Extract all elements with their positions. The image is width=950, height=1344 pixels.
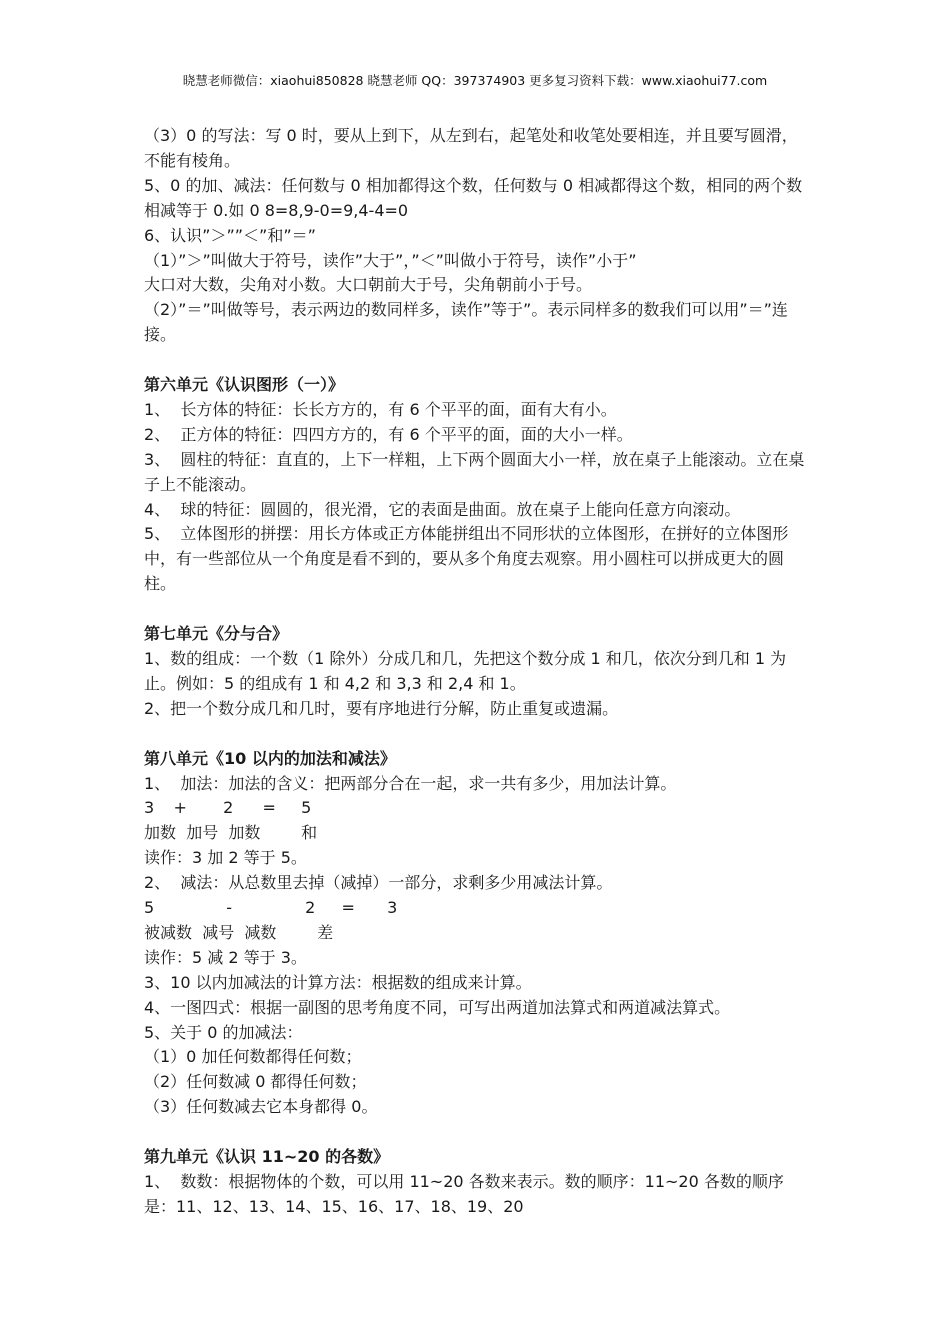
section-title-unit7: 第七单元《分与合》: [144, 624, 289, 644]
addition-term-names: 加数 加号 加数 和: [144, 823, 318, 843]
list-item: 1、 数数：根据物体的个数，可以用 11~20 各数来表示。数的顺序：11~20 各数的顺序是：11、12、13、14、15、16、17、18、19、20: [144, 1172, 784, 1216]
section-title-unit9: 第九单元《认识 11~20 的各数》: [144, 1147, 390, 1167]
list-item: （2）任何数减 0 都得任何数；: [144, 1072, 367, 1092]
section-title-unit6: 第六单元《认识图形（一）》: [144, 375, 345, 395]
list-item: 2、 正方体的特征：四四方方的，有 6 个平平的面，面的大小一样。: [144, 424, 633, 444]
list-item: 1、 加法：加法的含义：把两部分合在一起，求一共有多少，用加法计算。: [144, 773, 677, 793]
page-header: 晓慧老师微信：xiaohui850828 晓慧老师 QQ：397374903 更多复习资料下载：www.xiaohui77.com: [182, 73, 768, 88]
section-title-unit8: 第八单元《10 以内的加法和减法》: [144, 748, 396, 768]
list-item: 5、关于 0 的加减法：: [144, 1022, 303, 1042]
list-item: 3、 圆柱的特征：直直的，上下一样粗，上下两个圆面大小一样，放在桌子上能滚动。立在桌子上不能滚动。: [144, 449, 805, 494]
list-item: 4、 球的特征：圆圆的，很光滑，它的表面是曲面。放在桌子上能向任意方向滚动。: [144, 499, 741, 519]
list-item: 5、 立体图形的拼摆：用长方体或正方体能拼组出不同形状的立体图形，在拼好的立体图形中，有一些部位从一个角度是看不到的，要从多个角度去观察。用小圆柱可以拼成更大的圆柱。: [144, 524, 789, 594]
paragraph: 5、0 的加、减法：任何数与 0 相加都得这个数，任何数与 0 相减都得这个数，相同的两个数相减等于 0.如 0 8=8,9-0=9,4-4=0: [144, 175, 803, 220]
subtraction-equation: 5 - 2 = 3: [144, 898, 398, 918]
paragraph: （3）0 的写法：写 0 时，要从上到下，从左到右，起笔处和收笔处要相连，并且要写圆滑，不能有棱角。: [144, 126, 798, 170]
list-item: （3）任何数减去它本身都得 0。: [144, 1097, 378, 1117]
paragraph: 读作：3 加 2 等于 5。: [144, 848, 307, 868]
addition-equation: 3 + 2 = 5: [144, 798, 312, 818]
list-item: （1）0 加任何数都得任何数；: [144, 1047, 362, 1067]
document-body: [144, 124, 810, 1220]
list-item: 2、 减法：从总数里去掉（减掉）一部分，求剩多少用减法计算。: [144, 873, 613, 893]
paragraph: 6、认识”＞””＜”和”＝”: [144, 225, 316, 245]
subtraction-term-names: 被减数 减号 减数 差: [144, 922, 334, 942]
paragraph: 大口对大数，尖角对小数。大口朝前大于号，尖角朝前小于号。: [144, 275, 593, 295]
paragraph: 读作：5 减 2 等于 3。: [144, 947, 307, 967]
list-item: 3、10 以内加减法的计算方法：根据数的组成来计算。: [144, 972, 532, 992]
list-item: 4、一图四式：根据一副图的思考角度不同，可写出两道加法算式和两道减法算式。: [144, 997, 731, 1017]
list-item: 2、把一个数分成几和几时，要有序地进行分解，防止重复或遗漏。: [144, 698, 619, 718]
paragraph: （2）”＝”叫做等号，表示两边的数同样多，读作”等于”。表示同样多的数我们可以用”＝”连接。: [144, 300, 788, 345]
list-item: 1、数的组成：一个数（1 除外）分成几和几，先把这个数分成 1 和几，依次分到几和 1 为止。例如：5 的组成有 1 和 4,2 和 3,3 和 2,4 和 1。: [144, 649, 787, 693]
list-item: 1、 长方体的特征：长长方方的，有 6 个平平的面，面有大有小。: [144, 399, 617, 419]
paragraph: （1）”＞”叫做大于符号，读作”大于”，”＜”叫做小于符号，读作”小于”: [144, 250, 637, 270]
